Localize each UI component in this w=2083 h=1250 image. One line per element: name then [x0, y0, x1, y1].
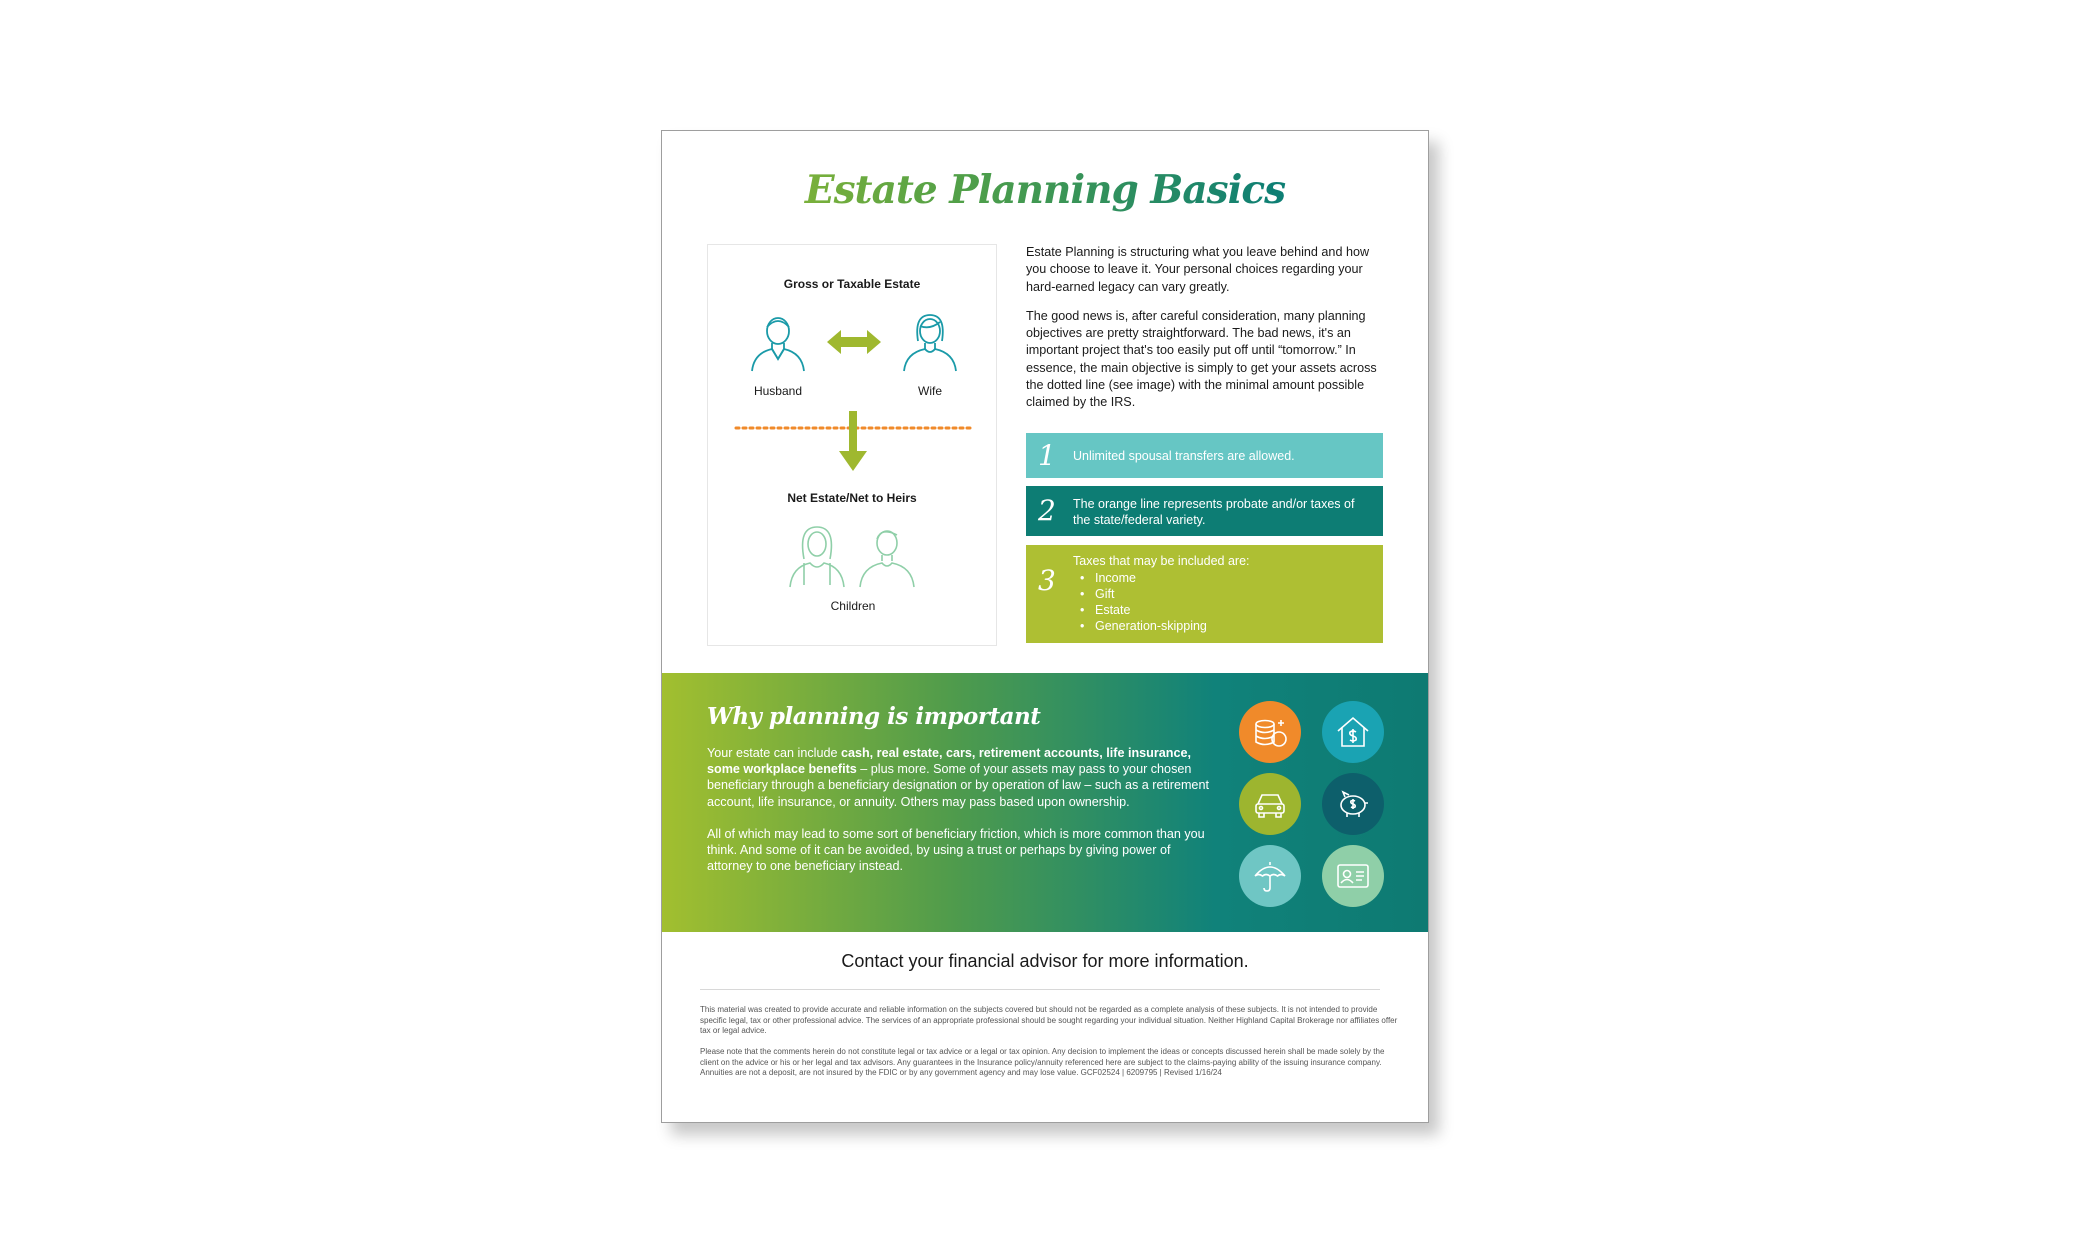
why-text: – plus more. Some of your assets may pass to your chosen beneficiary through a beneficiary designation or by operation of law – such as a retirement account, life insurance, or annuity. Others may pass based upon ownership. [707, 762, 1209, 809]
why-bold-text: cash, real estate, cars, retirement accounts, life insurance, some workplace benefits [707, 746, 1191, 777]
intro-text [1026, 244, 1391, 412]
list-item: • Generation-skipping [1073, 618, 1371, 634]
why-paragraph-1 [707, 745, 1212, 810]
husband-label: Husband [753, 384, 803, 398]
gross-estate-label: Gross or Taxable Estate [783, 277, 921, 291]
why-paragraph-2: All of which may lead to some sort of beneficiary friction, which is more common than you think. And some of it can be avoided, by using a trust or perhaps by giving power of attorney to one beneficiary instead. [707, 826, 1205, 874]
car-icon [1239, 773, 1301, 835]
point-text: Taxes that may be included are: [1073, 554, 1250, 568]
why-text: Your estate can include [707, 746, 841, 760]
id-card-icon [1322, 845, 1384, 907]
coins-icon [1239, 701, 1301, 763]
wife-label: Wife [918, 384, 942, 398]
estate-diagram [707, 244, 997, 646]
husband-icon [746, 311, 810, 375]
son-icon [856, 523, 918, 589]
double-arrow-icon [825, 327, 883, 357]
point-1 [1026, 433, 1383, 478]
why-planning-section [662, 673, 1429, 932]
flyer-page [661, 130, 1429, 1123]
intro-paragraph-1: Estate Planning is structuring what you leave behind and how you choose to leave it. Your personal choices regarding your hard-earned legacy can vary greatly. [1026, 245, 1370, 294]
disclaimer-1: This material was created to provide accurate and reliable information on the subjects covered but should not be regarded as a complete analysis of these subjects. It is not intended to provide specific legal, tax or other professional advice. The services of an appropriate professional should be sought regarding your individual situation. Neither Highland Capital Brokerage nor affiliates offer tax or legal advice. [700, 1005, 1398, 1035]
down-arrow-icon [836, 409, 870, 473]
page-title: Estate Planning Basics [662, 167, 1428, 213]
contact-advisor-text: Contact your financial advisor for more information. [841, 951, 1249, 971]
list-item: • Income [1073, 570, 1371, 586]
point-2 [1026, 486, 1383, 536]
daughter-icon [786, 523, 848, 589]
children-label: Children [830, 599, 876, 613]
list-item: • Gift [1073, 586, 1371, 602]
point-text: The orange line represents probate and/or taxes of the state/federal variety. [1073, 497, 1355, 527]
wife-icon [898, 311, 962, 375]
point-number: 1 [1038, 438, 1056, 472]
tax-list [1073, 570, 1371, 634]
point-number: 3 [1038, 564, 1056, 597]
why-heading: Why planning is important [707, 703, 1041, 730]
house-dollar-icon [1322, 701, 1384, 763]
disclaimer-2: Please note that the comments herein do not constitute legal or tax advice or a legal or tax opinion. Any decision to implement the ideas or concepts discussed herein shall be made solely by the client on the advice or his or her legal and tax advisors. Any guarantees in the Insurance policy/annuity referenced here are subject to the claims-paying ability of the issuing insurance company. Annuities are not a deposit, are not insured by the FDIC or by any government agency and may lose value. GCF02524 | 6209795 | Revised 1/16/24 [700, 1047, 1385, 1077]
point-3 [1026, 545, 1383, 643]
point-text: Unlimited spousal transfers are allowed. [1073, 449, 1295, 463]
list-item: • Estate [1073, 602, 1371, 618]
point-number: 2 [1038, 494, 1056, 527]
intro-paragraph-2: The good news is, after careful consideration, many planning objectives are pretty straightforward. The bad news, it's an important project that's too easily put off until “tomorrow.” In essence, the main objective is simply to get your assets across the dotted line (see image) with the minimal amount possible claimed by the IRS. [1026, 308, 1377, 410]
net-estate-label: Net Estate/Net to Heirs [787, 491, 917, 505]
umbrella-icon [1239, 845, 1301, 907]
piggy-bank-icon [1322, 773, 1384, 835]
divider [700, 989, 1380, 990]
asset-icons [1239, 701, 1384, 911]
